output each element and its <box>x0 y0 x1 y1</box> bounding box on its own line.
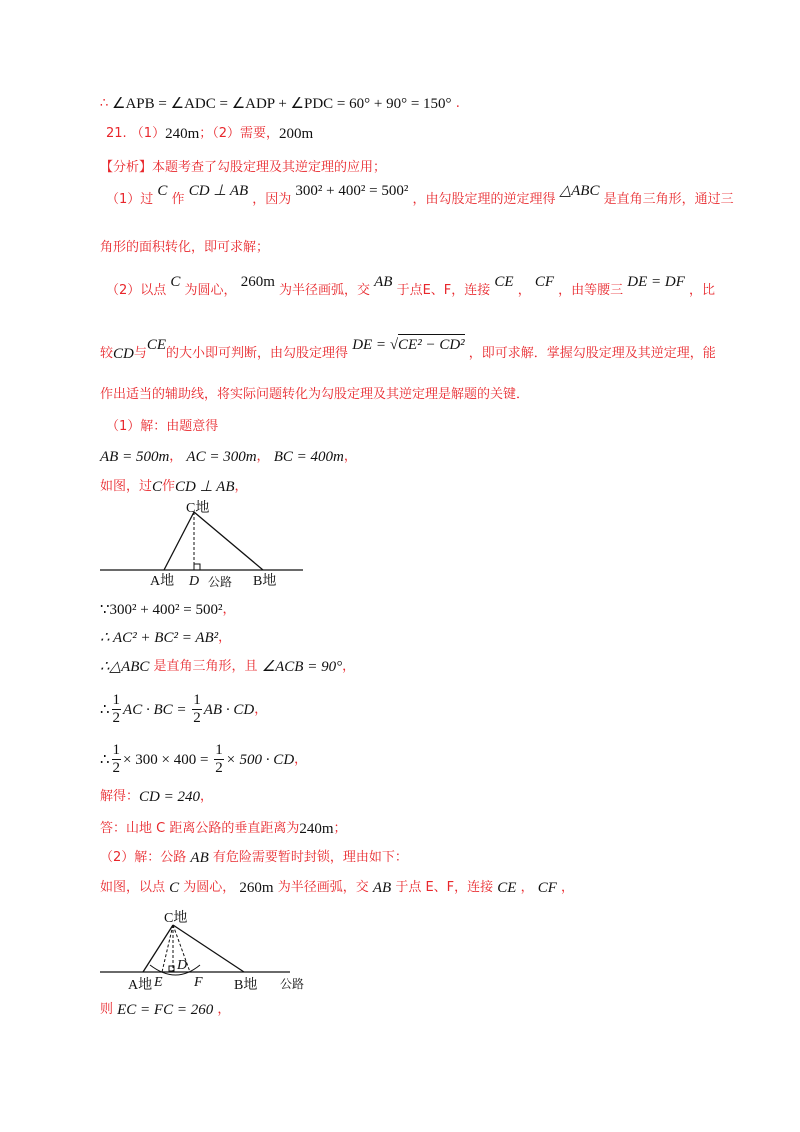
math-expression: DE = <box>352 336 390 353</box>
text-line <box>106 124 313 144</box>
math-expression: C <box>157 183 168 199</box>
text-line <box>100 848 408 868</box>
math-expression: CE <box>146 336 167 353</box>
text-line <box>100 336 716 364</box>
text-line <box>100 819 347 839</box>
text-line <box>100 787 213 807</box>
text-line <box>106 183 734 210</box>
text-segment: 是直角三角形，且 <box>149 659 262 674</box>
text-segment: ，比 <box>684 283 716 298</box>
text-segment: ， <box>556 880 575 895</box>
text-segment: 21. （1） <box>106 126 166 141</box>
text-line <box>100 158 386 178</box>
text-segment: ，即可求解．掌握勾股定理及其逆定理，能 <box>464 345 716 361</box>
text-segment: . <box>451 96 460 111</box>
math-expression: × 500 · CD <box>225 751 295 768</box>
fraction-denominator: 2 <box>112 760 121 776</box>
text-line <box>100 600 235 620</box>
math-expression: ∴△ABC <box>100 659 150 675</box>
math-expression: ∴ AC² + BC² = AB² <box>100 630 219 646</box>
text-line <box>106 274 716 301</box>
fraction <box>192 692 202 727</box>
text-line <box>100 385 529 405</box>
text-segment: 如图，过 <box>100 479 153 494</box>
label-c: C地 <box>186 501 210 516</box>
math-expression: CD ⊥ AB <box>188 183 249 199</box>
label-road: 公路 <box>208 575 233 589</box>
text-segment: ，由等腰三 <box>554 283 628 298</box>
math-expression: AB = 500m <box>100 449 170 465</box>
fraction <box>214 742 224 777</box>
segment-bc <box>194 512 263 570</box>
text-line <box>100 628 231 648</box>
text-segment: ， <box>169 449 187 464</box>
label-b: B地 <box>234 978 258 993</box>
text-segment: ，由勾股定理的逆定理得 <box>408 192 560 207</box>
text-segment: 与 <box>133 345 147 361</box>
text-segment: ， <box>343 449 357 464</box>
text-line <box>100 238 269 258</box>
label-a: A地 <box>150 574 175 589</box>
fraction-denominator: 2 <box>193 710 201 726</box>
text-segment: ； <box>333 821 347 836</box>
figure-arc-road <box>100 905 320 995</box>
math-expression: AC · BC = <box>123 701 191 718</box>
text-segment: （1）过 <box>106 192 158 207</box>
math-expression: CD <box>113 345 134 362</box>
text-segment: ， <box>294 751 308 767</box>
math-expression: 200m <box>279 126 314 142</box>
text-line <box>106 417 218 437</box>
text-line <box>100 447 357 467</box>
label-a: A地 <box>128 978 153 993</box>
text-segment: 为半径画弧，交 <box>274 283 375 298</box>
text-segment: ， <box>199 789 213 804</box>
math-expression: EC = FC = 260 <box>117 1002 214 1018</box>
text-segment: ， <box>218 630 232 645</box>
math-expression: 300² + 400² = 500² <box>295 183 409 199</box>
text-line <box>100 692 267 727</box>
text-segment: 如图，以点 <box>100 880 170 895</box>
label-f: F <box>194 975 203 990</box>
segment-ac <box>164 512 194 570</box>
text-line <box>100 742 307 777</box>
figure-triangle-road <box>100 500 310 590</box>
text-segment: （2）解：公路 <box>100 850 191 865</box>
math-expression: C <box>152 479 163 495</box>
text-segment: 于点 E、F，连接 <box>391 880 498 895</box>
text-segment: ， <box>342 659 356 674</box>
text-segment: 作出适当的辅助线，将实际问题转化为勾股定理及其逆定理是解题的关键． <box>100 387 530 402</box>
text-segment: 作 <box>162 479 176 494</box>
text-segment: ， <box>516 880 538 895</box>
math-expression: CE <box>494 274 514 290</box>
text-segment: ， <box>222 602 236 617</box>
math-expression: AB <box>190 850 209 866</box>
math-expression: √ <box>389 336 399 353</box>
text-segment: 为圆心， <box>180 283 241 298</box>
label-road: 公路 <box>280 977 305 991</box>
fraction <box>112 692 122 727</box>
math-expression: C <box>170 274 181 290</box>
text-segment: ， <box>256 449 274 464</box>
label-e: E <box>154 975 163 990</box>
math-expression: ∴ <box>100 751 110 768</box>
math-expression: CE² − CD² <box>398 334 465 355</box>
segment-ce <box>162 925 173 972</box>
math-expression: △ABC <box>559 183 600 199</box>
math-expression: CE <box>497 880 517 896</box>
text-line <box>100 1000 230 1020</box>
math-expression: AB <box>374 274 393 290</box>
right-angle-mark <box>194 564 200 570</box>
math-expression: ∠APB = ∠ADC = ∠ADP + ∠PDC = 60° + 90° = 150° <box>108 96 452 112</box>
math-expression: 240m <box>165 126 200 142</box>
text-segment: 解得： <box>100 789 140 804</box>
label-d: D <box>177 958 188 973</box>
text-segment: ， <box>234 479 248 494</box>
math-expression: DE = DF <box>627 274 685 290</box>
math-expression: CD = 240 <box>139 789 200 805</box>
math-expression: 240m <box>299 821 334 837</box>
fraction-numerator: 1 <box>112 742 121 758</box>
math-expression: AB <box>372 880 392 896</box>
math-expression: × 300 × 400 = <box>123 751 213 768</box>
text-segment: 答：山地 C 距离公路的垂直距离为 <box>100 821 300 836</box>
text-segment: 作 <box>167 192 189 207</box>
fraction-numerator: 1 <box>193 692 201 708</box>
math-expression: BC = 400m <box>273 449 344 465</box>
segment-ac <box>143 925 173 972</box>
text-line <box>100 477 248 497</box>
text-segment: 角形的面积转化，即可求解； <box>100 240 270 255</box>
text-segment: ， <box>213 1002 231 1017</box>
text-segment: 于点E、F，连接 <box>392 283 495 298</box>
text-segment: 有危险需要暂时封锁，理由如下： <box>208 850 408 865</box>
fraction <box>112 742 122 777</box>
math-expression: 260m <box>240 274 275 290</box>
label-b: B地 <box>253 574 277 589</box>
fraction-numerator: 1 <box>112 692 121 708</box>
fraction-denominator: 2 <box>215 760 223 776</box>
math-expression: AC = 300m <box>186 449 257 465</box>
text-segment: 较 <box>100 345 114 361</box>
math-expression: CD ⊥ AB <box>175 479 235 495</box>
text-line <box>100 94 460 114</box>
text-segment: ；（2）需要， <box>199 126 280 141</box>
math-expression: C <box>169 880 180 896</box>
fraction-numerator: 1 <box>215 742 223 758</box>
arc-ef <box>150 965 200 975</box>
text-segment: （1）解：由题意得 <box>106 419 219 434</box>
text-segment: 为半径画弧，交 <box>273 880 373 895</box>
text-line <box>100 878 574 898</box>
text-segment: 是直角三角形，通过三 <box>599 192 734 207</box>
text-segment: 为圆心， <box>179 880 240 895</box>
label-d: D <box>189 574 200 589</box>
text-segment: ，因为 <box>248 192 296 207</box>
label-c: C地 <box>164 911 188 926</box>
text-segment: ∴ <box>100 96 109 111</box>
math-expression: 260m <box>239 880 274 896</box>
text-segment: （2）以点 <box>106 283 171 298</box>
math-expression: CF <box>537 880 557 896</box>
math-expression: ∴ <box>100 701 110 718</box>
fraction-denominator: 2 <box>112 710 121 726</box>
text-segment: 【分析】本题考查了勾股定理及其逆定理的应用； <box>100 160 387 175</box>
text-segment: 则 <box>100 1002 118 1017</box>
text-segment: ， <box>513 283 535 298</box>
math-expression: AB · CD <box>203 701 255 718</box>
text-segment: ， <box>254 701 268 717</box>
math-expression: ∵300² + 400² = 500² <box>100 602 223 618</box>
math-expression: CF <box>534 274 555 290</box>
text-line <box>100 657 355 677</box>
text-segment: 的大小即可判断，由勾股定理得 <box>166 345 353 361</box>
math-expression: ∠ACB = 90° <box>261 659 343 675</box>
